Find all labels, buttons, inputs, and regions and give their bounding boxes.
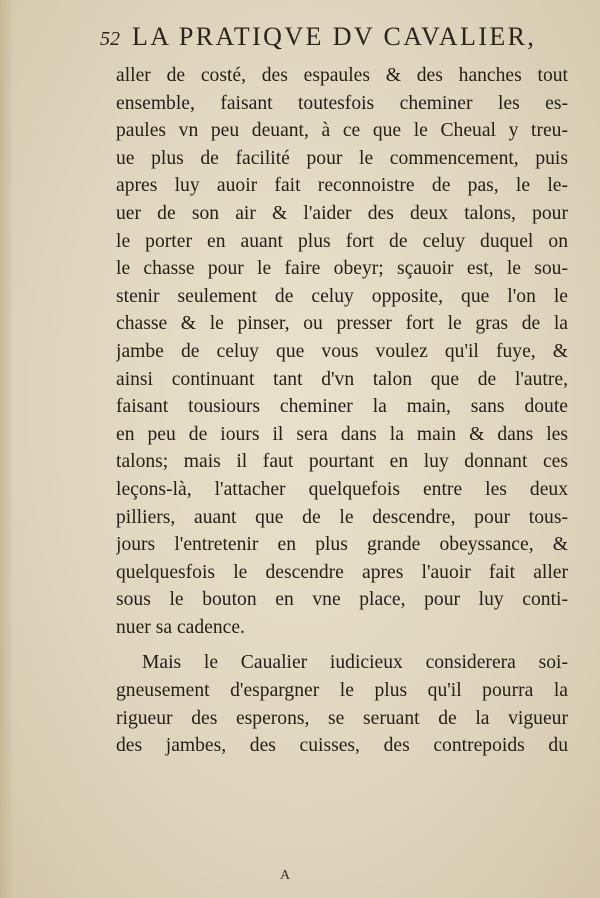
- text-line: uer de son air & l'aider des deux talons, pour: [116, 202, 568, 224]
- text-line: jambe de celuy que vous voulez qu'il fuye, &: [116, 340, 568, 362]
- paragraph-gap: [116, 641, 568, 649]
- text-line: en peu de iours il sera dans la main & dans les: [116, 423, 568, 445]
- text-line: chasse & le pinser, ou presser fort le gras de la: [116, 313, 568, 335]
- text-line: pilliers, auant que de le descendre, pour tous-: [116, 506, 568, 528]
- text-line: Mais le Caualier iudicieux considerera soi-: [142, 652, 568, 674]
- body-text: [116, 62, 568, 760]
- text-line: stenir seulement de celuy opposite, que l'on le: [116, 285, 568, 307]
- text-line: le chasse pour le faire obeyr; sçauoir est, le sou-: [116, 258, 568, 280]
- text-line: nuer sa cadence.: [116, 616, 245, 638]
- text-line: quelquesfois le descendre apres l'auoir fait aller: [116, 561, 568, 583]
- text-line: ue plus de facilité pour le commencement, puis: [116, 147, 568, 169]
- text-line: jours l'entretenir en plus grande obeyssance, &: [116, 534, 568, 556]
- text-line: rigueur des esperons, se seruant de la vigueur: [116, 707, 568, 729]
- text-line: paules vn peu deuant, à ce que le Cheual y treu-: [116, 120, 568, 142]
- paragraph-2: [116, 649, 568, 759]
- text-line: apres luy auoir fait reconnoistre de pas, le le-: [116, 175, 568, 197]
- text-line: leçons-là, l'attacher quelquefois entre les deux: [116, 478, 568, 500]
- page-header: [100, 22, 560, 56]
- text-line: talons; mais il faut pourtant en luy donnant ces: [116, 451, 568, 473]
- text-line: des jambes, des cuisses, des contrepoids du: [116, 735, 568, 757]
- page-edge-shadow: [0, 0, 14, 898]
- text-line: gneusement d'espargner le plus qu'il pourra la: [116, 680, 568, 702]
- text-line: ainsi continuant tant d'vn talon que de l'autre,: [116, 368, 568, 390]
- text-line: le porter en auant plus fort de celuy duquel on: [116, 230, 568, 252]
- signature-mark: A: [280, 868, 291, 883]
- page-number: 52: [100, 28, 120, 50]
- text-line: aller de costé, des espaules & des hanches tout: [116, 65, 568, 86]
- text-line: faisant tousiours cheminer la main, sans doute: [116, 396, 568, 418]
- paragraph-1: [116, 62, 568, 641]
- running-title: LA PRATIQVE DV CAVALIER,: [132, 22, 537, 51]
- text-line: sous le bouton en vne place, pour luy conti-: [116, 589, 568, 611]
- text-line: ensemble, faisant toutesfois cheminer les es-: [116, 92, 568, 114]
